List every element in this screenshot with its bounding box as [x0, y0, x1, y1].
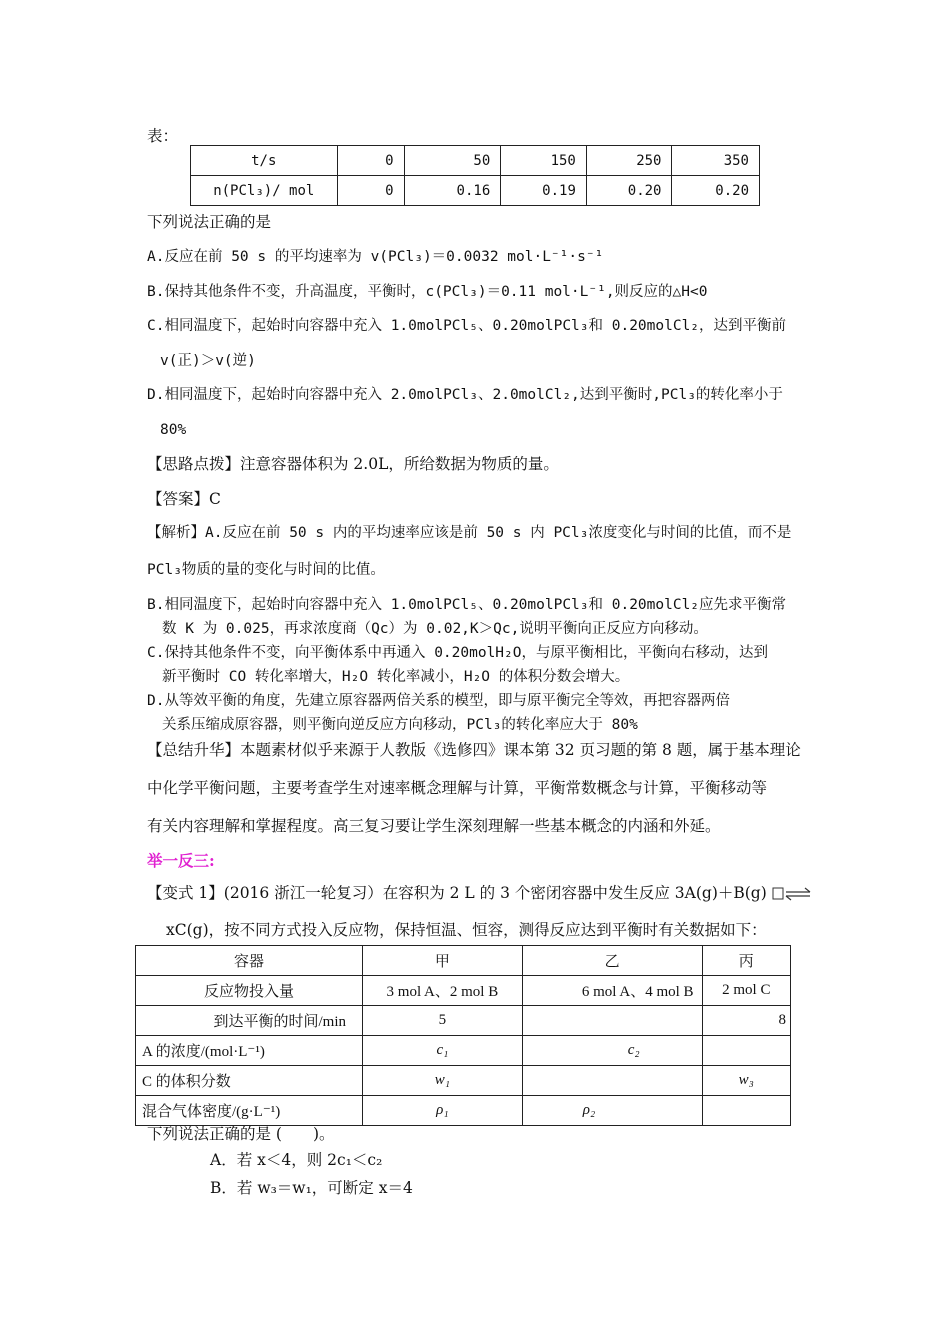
- question2-text: 下列说法正确的是 ( )。: [147, 1125, 335, 1143]
- table-cell: t/s: [191, 146, 338, 176]
- answer-text: 【答案】C: [147, 490, 221, 508]
- table-row: [136, 1036, 791, 1066]
- option2-a: A．若 x＜4，则 2c₁＜c₂: [210, 1151, 383, 1169]
- variant-line1: [147, 883, 812, 903]
- table-cell: 反应物投入量: [136, 976, 363, 1006]
- summary-line1: 【总结升华】本题素材似乎来源于人教版《选修四》课本第 32 页习题的第 8 题，属于基本理论: [147, 741, 801, 759]
- analysis-c-line1: C.保持其他条件不变，向平衡体系中再通入 0.20molH₂O，与原平衡相比，平衡向右移动，达到: [147, 645, 768, 661]
- equilibrium-arrow-icon: [772, 886, 812, 902]
- table-cell: 150: [501, 146, 587, 176]
- table-cell: 3 mol A、2 mol B: [363, 976, 523, 1006]
- analysis-b-line1: B.相同温度下，起始时向容器中充入 1.0molPCl₅、0.20molPCl₃和 0.20molCl₂应先求平衡常: [147, 597, 787, 613]
- table-cell: 0: [337, 176, 404, 206]
- table-intro: 表：: [147, 127, 179, 145]
- summary-line2: 中化学平衡问题，主要考查学生对速率概念理解与计算，平衡常数概念与计算，平衡移动等: [147, 779, 768, 797]
- option-c-line2: v(正)＞v(逆): [160, 353, 256, 369]
- table-row: [136, 1006, 791, 1036]
- table-cell: [522, 1066, 702, 1096]
- analysis-b-line2: 数 K 为 0.025，再求浓度商（Qc）为 0.02,K＞Qc,说明平衡向正反应方向移动。: [162, 621, 708, 637]
- table-cell: 0.20: [672, 176, 760, 206]
- option-b: B.保持其他条件不变，升高温度，平衡时，c(PCl₃)＝0.11 mol·L⁻¹,则反应的△H<0: [147, 284, 708, 300]
- table-cell: n(PCl₃)/ mol: [191, 176, 338, 206]
- variant-text: 【变式 1】(2016 浙江一轮复习）在容积为 2 L 的 3 个密闭容器中发生反应 3A(g)＋B(g): [147, 884, 767, 902]
- option-d-line2: 80%: [160, 422, 187, 438]
- table-cell: ρ₁: [363, 1096, 523, 1126]
- table-cell: 6 mol A、4 mol B: [522, 976, 702, 1006]
- table-cell: 5: [363, 1006, 523, 1036]
- table-cell: 0.16: [404, 176, 501, 206]
- table-cell: C 的体积分数: [136, 1066, 363, 1096]
- analysis-a-line2: PCl₃物质的量的变化与时间的比值。: [147, 562, 385, 578]
- question-text: 下列说法正确的是: [147, 213, 272, 231]
- table-row: [136, 1066, 791, 1096]
- container-table: [135, 945, 791, 1126]
- table-cell: 混合气体密度/(g·L⁻¹): [136, 1096, 363, 1126]
- table-cell: 8: [702, 1006, 790, 1036]
- table-cell: w₁: [363, 1066, 523, 1096]
- option-a: A.反应在前 50 s 的平均速率为 v(PCl₃)＝0.0032 mol·L⁻¹·s⁻¹: [147, 249, 604, 265]
- table-cell: 350: [672, 146, 760, 176]
- hint-text: 【思路点拨】注意容器体积为 2.0L，所给数据为物质的量。: [147, 455, 559, 473]
- table-cell: 0: [337, 146, 404, 176]
- option2-b: B．若 w₃＝w₁，可断定 x＝4: [210, 1179, 413, 1197]
- variant-line2: xC(g)，按不同方式投入反应物，保持恒温、恒容，测得反应达到平衡时有关数据如下：: [166, 921, 767, 939]
- table-row: [136, 946, 791, 976]
- analysis-a-line1: 【解析】A.反应在前 50 s 内的平均速率应该是前 50 s 内 PCl₃浓度变化与时间的比值，而不是: [147, 525, 792, 541]
- section-title: 举一反三:: [147, 851, 215, 870]
- table-cell: A 的浓度/(mol·L⁻¹): [136, 1036, 363, 1066]
- analysis-c-line2: 新平衡时 CO 转化率增大，H₂O 转化率减小，H₂O 的体积分数会增大。: [162, 669, 630, 685]
- table-cell: w₃: [702, 1066, 790, 1096]
- table-cell: 丙: [702, 946, 790, 976]
- table-row: [136, 976, 791, 1006]
- table-row: [191, 146, 760, 176]
- table-cell: 乙: [522, 946, 702, 976]
- pcl3-table: [190, 145, 760, 206]
- option-d-line1: D.相同温度下，起始时向容器中充入 2.0molPCl₃、2.0molCl₂,达到平衡时,PCl₃的转化率小于: [147, 387, 783, 403]
- table-cell: [522, 1006, 702, 1036]
- table-cell: [702, 1036, 790, 1066]
- table-cell: 到达平衡的时间/min: [136, 1006, 363, 1036]
- analysis-d-line1: D.从等效平衡的角度，先建立原容器两倍关系的模型，即与原平衡完全等效，再把容器两倍: [147, 693, 730, 709]
- table-row: [136, 1096, 791, 1126]
- table-cell: ρ₂: [522, 1096, 702, 1126]
- table-cell: c₂: [522, 1036, 702, 1066]
- table-cell: 0.20: [586, 176, 672, 206]
- table-cell: 甲: [363, 946, 523, 976]
- table-cell: [702, 1096, 790, 1126]
- table-cell: 0.19: [501, 176, 587, 206]
- table-cell: 2 mol C: [702, 976, 790, 1006]
- table-row: [191, 176, 760, 206]
- table-cell: 250: [586, 146, 672, 176]
- table-cell: c₁: [363, 1036, 523, 1066]
- table-cell: 容器: [136, 946, 363, 976]
- option-c-line1: C.相同温度下，起始时向容器中充入 1.0molPCl₅、0.20molPCl₃和 0.20molCl₂，达到平衡前: [147, 318, 787, 334]
- table-cell: 50: [404, 146, 501, 176]
- summary-line3: 有关内容理解和掌握程度。高三复习要让学生深刻理解一些基本概念的内涵和外延。: [147, 817, 721, 835]
- analysis-d-line2: 关系压缩成原容器，则平衡向逆反应方向移动，PCl₃的转化率应大于 80%: [162, 717, 638, 733]
